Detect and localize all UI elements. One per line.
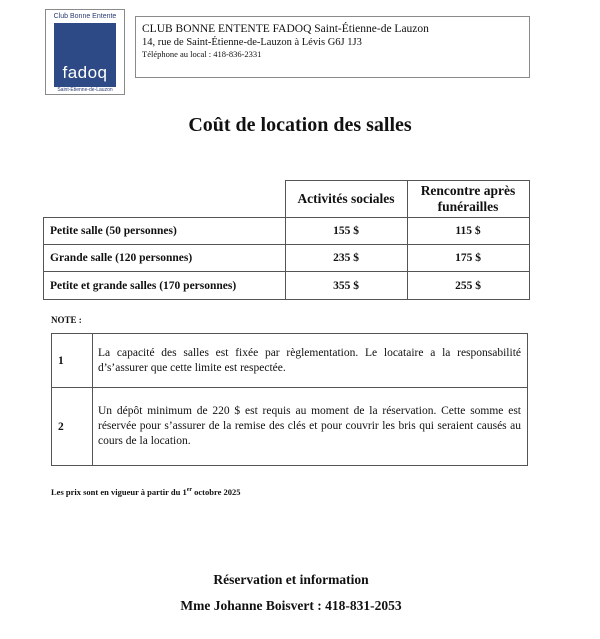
note-number: 1 [52, 334, 93, 388]
validity-date: octobre 2025 [192, 487, 241, 497]
column-header-social: Activités sociales [285, 181, 407, 218]
validity-text: Les prix sont en vigueur à partir du 1 [51, 487, 187, 497]
note-number: 2 [52, 388, 93, 466]
reservation-contact: Mme Johanne Boisvert : 418-831-2053 [180, 598, 402, 613]
column-header-funeral: Rencontre après funérailles [407, 181, 529, 218]
price-cell: 255 $ [407, 272, 529, 300]
table-row [44, 272, 530, 300]
price-cell: 235 $ [285, 245, 407, 272]
note-row [52, 334, 528, 388]
club-name: CLUB BONNE ENTENTE FADOQ Saint-Étienne-de Lauzon [142, 23, 429, 35]
rates-header-blank [44, 181, 286, 218]
row-label: Petite et grande salles (170 personnes) [44, 272, 286, 300]
club-phone: Téléphone au local : 418-836-2331 [142, 49, 262, 59]
price-validity [51, 487, 241, 497]
price-cell: 155 $ [285, 218, 407, 245]
price-cell: 175 $ [407, 245, 529, 272]
logo-block [54, 23, 116, 87]
row-label: Petite salle (50 personnes) [44, 218, 286, 245]
fadoq-logo [45, 9, 125, 95]
notes-table [51, 333, 528, 466]
note-label: NOTE : [51, 315, 82, 325]
reservation-title: Réservation et information [213, 572, 369, 587]
note-row [52, 388, 528, 466]
table-row [44, 218, 530, 245]
page-title: Coût de location des salles [188, 114, 412, 136]
validity-superscript: er [186, 487, 193, 494]
price-cell: 355 $ [285, 272, 407, 300]
note-text: La capacité des salles est fixée par règlementation. Le locataire a la responsabilité d’s’assurer que cette limite est respectée. [93, 334, 528, 388]
price-cell: 115 $ [407, 218, 529, 245]
rates-header-row [44, 181, 530, 218]
logo-wordmark: fadoq [62, 63, 108, 82]
logo-location: Saint-Étienne-de-Lauzon [57, 87, 113, 93]
note-text: Un dépôt minimum de 220 $ est requis au moment de la réservation. Cette somme est réservée pour s’assurer de la remise des clés et pour couvrir les bris qui seraient causés au cours de la location. [93, 388, 528, 466]
logo-club-name: Club Bonne Entente [53, 13, 117, 20]
address-box [135, 16, 530, 78]
row-label: Grande salle (120 personnes) [44, 245, 286, 272]
rates-table [43, 180, 530, 300]
club-address: 14, rue de Saint-Étienne-de-Lauzon à Lévis G6J 1J3 [142, 37, 362, 48]
table-row [44, 245, 530, 272]
